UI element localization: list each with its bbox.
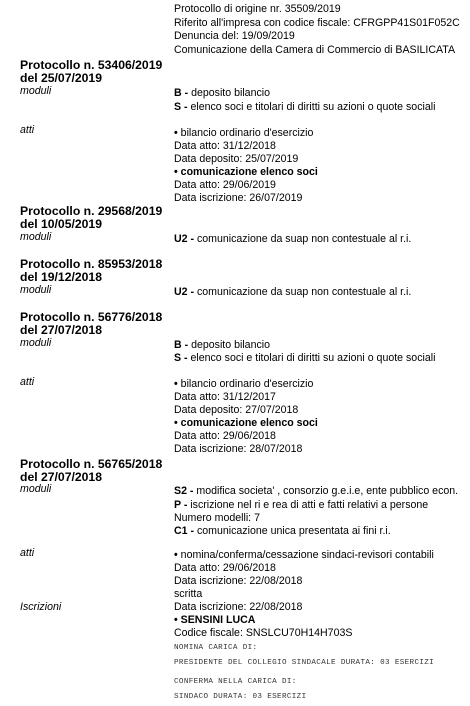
protocol-date: del 27/07/2018: [20, 470, 102, 484]
denuncia-date: Denuncia del: 19/09/2019: [174, 30, 295, 42]
atto-note: scritta: [174, 588, 203, 600]
atto-data-iscrizione: Data iscrizione: 26/07/2019: [174, 192, 303, 204]
bullet-icon: •: [174, 549, 178, 561]
module-text: iscrizione nel ri e rea di atti e fatti relativi a persone: [190, 499, 429, 511]
module-code: U2 -: [174, 233, 197, 245]
protocol-date: del 10/05/2019: [20, 217, 102, 231]
module-line: [174, 525, 391, 537]
atto-title: comunicazione elenco soci: [180, 417, 318, 429]
atto-data-atto: Data atto: 29/06/2018: [174, 430, 276, 442]
module-line: [174, 499, 428, 511]
atto-title-line: [174, 417, 318, 429]
bullet-icon: •: [174, 166, 178, 178]
iscrizione-data: Data iscrizione: 22/08/2018: [174, 601, 303, 613]
protocol-title: Protocollo n. 29568/2019: [20, 204, 163, 218]
bullet-icon: •: [174, 127, 178, 139]
moduli-label: moduli: [20, 231, 52, 243]
atto-title: bilancio ordinario d'esercizio: [180, 378, 314, 390]
module-text: comunicazione da suap non contestuale al r.i.: [196, 233, 412, 245]
module-line: [174, 352, 435, 364]
person-line: [174, 614, 255, 626]
protocol-title: Protocollo n. 53406/2019: [20, 58, 163, 72]
protocol-date: del 27/07/2018: [20, 323, 102, 337]
carica-line: SINDACO DURATA: 03 ESERCIZI: [174, 693, 307, 701]
atti-label: atti: [20, 547, 35, 559]
module-line: [174, 87, 270, 99]
module-text: modifica societa' , consorzio g.e.i.e, ente pubblico econ.: [196, 485, 459, 497]
module-line: [174, 286, 411, 298]
module-code: B -: [174, 339, 192, 351]
module-line: [174, 233, 411, 245]
atto-data-iscrizione: Data iscrizione: 22/08/2018: [174, 575, 303, 587]
atto-data-iscrizione: Data iscrizione: 28/07/2018: [174, 443, 303, 455]
atto-title-line: [174, 166, 318, 178]
numero-modelli: Numero modelli: 7: [174, 512, 260, 524]
moduli-label: moduli: [20, 483, 52, 495]
module-line: [174, 339, 270, 351]
person-codice-fiscale: Codice fiscale: SNSLCU70H14H703S: [174, 627, 353, 639]
atto-title-line: [174, 127, 313, 139]
protocol-date: del 19/12/2018: [20, 270, 102, 284]
module-text: deposito bilancio: [191, 87, 270, 99]
protocol-title: Protocollo n. 56776/2018: [20, 310, 163, 324]
bullet-icon: •: [174, 614, 178, 626]
atto-data-deposito: Data deposito: 25/07/2019: [174, 153, 299, 165]
atto-data-atto: Data atto: 31/12/2017: [174, 391, 276, 403]
bullet-icon: •: [174, 417, 178, 429]
module-text: elenco soci e titolari di diritti su azioni o quote sociali: [190, 352, 436, 364]
module-text: comunicazione unica presentata ai fini r.i.: [196, 525, 391, 537]
atto-data-deposito: Data deposito: 27/07/2018: [174, 404, 299, 416]
carica-line: PRESIDENTE DEL COLLEGIO SINDACALE DURATA: 03 ESERCIZI: [174, 659, 435, 667]
atto-title-line: [174, 549, 434, 561]
carica-line: NOMINA CARICA DI:: [174, 644, 258, 652]
carica-line: CONFERMA NELLA CARICA DI:: [174, 678, 297, 686]
protocol-date: del 25/07/2019: [20, 71, 102, 85]
module-line: [174, 485, 458, 497]
bullet-icon: •: [174, 378, 178, 390]
chamber-communication: Comunicazione della Camera di Commercio di BASILICATA: [174, 44, 456, 56]
module-line: [174, 101, 435, 113]
module-code: S2 -: [174, 485, 197, 497]
atti-label: atti: [20, 376, 35, 388]
atto-title: comunicazione elenco soci: [180, 166, 318, 178]
module-code: U2 -: [174, 286, 197, 298]
atto-title-line: [174, 378, 313, 390]
iscrizioni-label: Iscrizioni: [20, 601, 62, 613]
module-code: S -: [174, 101, 191, 113]
protocol-title: Protocollo n. 85953/2018: [20, 257, 163, 271]
moduli-label: moduli: [20, 85, 52, 97]
moduli-label: moduli: [20, 337, 52, 349]
module-code: C1 -: [174, 525, 197, 537]
module-code: S -: [174, 352, 191, 364]
atto-title: nomina/conferma/cessazione sindaci-revisori contabili: [180, 549, 434, 561]
protocol-title: Protocollo n. 56765/2018: [20, 457, 163, 471]
moduli-label: moduli: [20, 284, 52, 296]
module-code: P -: [174, 499, 191, 511]
atto-data-atto: Data atto: 29/06/2019: [174, 179, 276, 191]
atto-title: bilancio ordinario d'esercizio: [180, 127, 314, 139]
person-name: SENSINI LUCA: [180, 614, 256, 626]
module-code: B -: [174, 87, 192, 99]
module-text: comunicazione da suap non contestuale al r.i.: [196, 286, 412, 298]
company-reference: Riferito all'impresa con codice fiscale: CFRGPP41S01F052C: [174, 17, 460, 29]
module-text: elenco soci e titolari di diritti su azioni o quote sociali: [190, 101, 436, 113]
module-text: deposito bilancio: [191, 339, 270, 351]
atti-label: atti: [20, 124, 35, 136]
atto-data-atto: Data atto: 29/06/2018: [174, 562, 276, 574]
atto-data-atto: Data atto: 31/12/2018: [174, 140, 276, 152]
origin-protocol: Protocollo di origine nr. 35509/2019: [174, 3, 341, 15]
